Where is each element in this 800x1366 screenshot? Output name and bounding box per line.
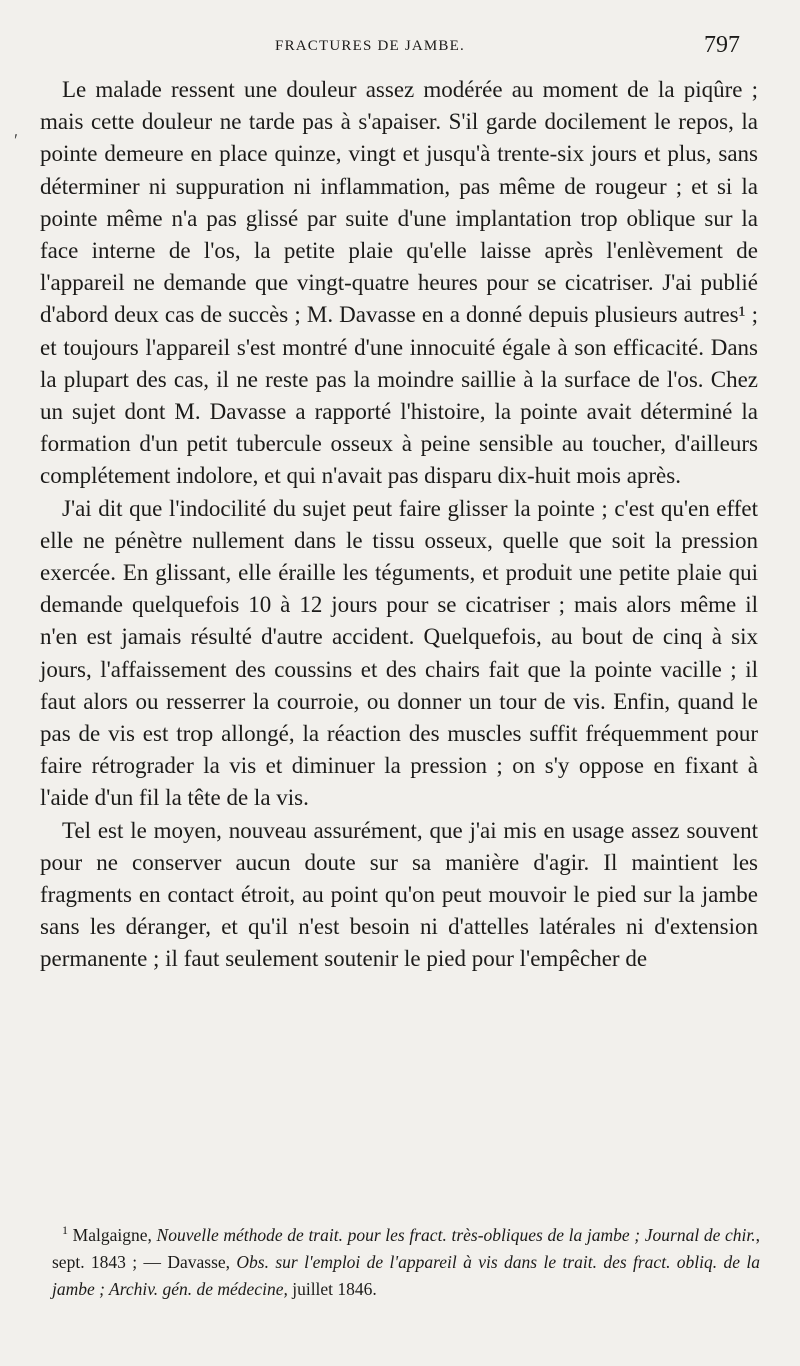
footnote-author: Malgaigne, <box>72 1225 157 1245</box>
footnote-mark: 1 <box>62 1223 68 1238</box>
footnote <box>52 1222 760 1303</box>
footnote-title: Obs. sur l'emploi de l'appareil à vis dans le trait. des fract. obliq. de la jambe ; Archiv. gén. de médecine, <box>52 1252 760 1299</box>
footnote-date: juillet 1846. <box>287 1279 377 1299</box>
footnote-title: Nouvelle méthode de trait. pour les fract. très-obliques de la jambe ; Journal de chir. <box>156 1225 756 1245</box>
paragraph: Le malade ressent une douleur assez modérée au moment de la piqûre ; mais cette douleur ne tarde pas à s'apaiser. S'il garde docilement le repos, la pointe demeure en place quinze, vingt et jusqu'à trente-six jours et plus, sans déterminer ni suppuration ni inflammation, pas même de rougeur ; et si la pointe même n'a pas glissé par suite d'une implantation trop oblique sur la face interne de l'os, la petite plaie qu'elle laisse après l'enlèvement de l'appareil ne demande que vingt-quatre heures pour se cicatriser. J'ai publié d'abord deux cas de succès ; M. Davasse en a donné depuis plusieurs autres¹ ; et toujours l'appareil s'est montré d'une innocuité égale à son efficacité. Dans la plupart des cas, il ne reste pas la moindre saillie à la surface de l'os. Chez un sujet dont M. Davasse a rapporté l'histoire, la pointe avait déterminé la formation d'un petit tubercule osseux à peine sensible au toucher, d'ailleurs complétement indolore, et qui n'avait pas disparu dix-huit mois après. <box>40 77 758 489</box>
paragraph: Tel est le moyen, nouveau assurément, que j'ai mis en usage assez souvent pour ne conserver aucun doute sur sa manière d'agir. Il maintient les fragments en contact étroit, au point qu'on peut mouvoir le pied sur la jambe sans les déranger, et qu'il n'est besoin ni d'attelles latérales ni d'extension permanente ; il faut seulement soutenir le pied pour l'empêcher de <box>40 817 758 972</box>
running-title: FRACTURES DE JAMBE. <box>275 38 465 54</box>
page-number: 797 <box>704 32 740 58</box>
footnote-date: , sept. 1843 ; — Davasse, <box>52 1225 761 1272</box>
footnotes <box>52 1222 760 1303</box>
body-text <box>40 74 758 976</box>
running-head <box>40 32 740 60</box>
margin-mark: ʹ <box>14 130 18 150</box>
paragraph: J'ai dit que l'indocilité du sujet peut faire glisser la pointe ; c'est qu'en effet elle ne pénètre nullement dans le tissu osseux, quelle que soit la pression exercée. En glissant, elle éraille les téguments, et produit une petite plaie qui demande quelquefois 10 à 12 jours pour se cicatriser ; mais alors même il n'en est jamais résulté d'autre accident. Quelquefois, au bout de cinq à six jours, l'affaissement des coussins et des chairs fait que la pointe vacille ; il faut alors ou resserrer la courroie, ou donner un tour de vis. Enfin, quand le pas de vis est trop allongé, la réaction des muscles suffit fréquemment pour faire rétrograder la vis et diminuer la pression ; on s'y oppose en fixant à l'aide d'un fil la tête de la vis. <box>40 495 758 811</box>
